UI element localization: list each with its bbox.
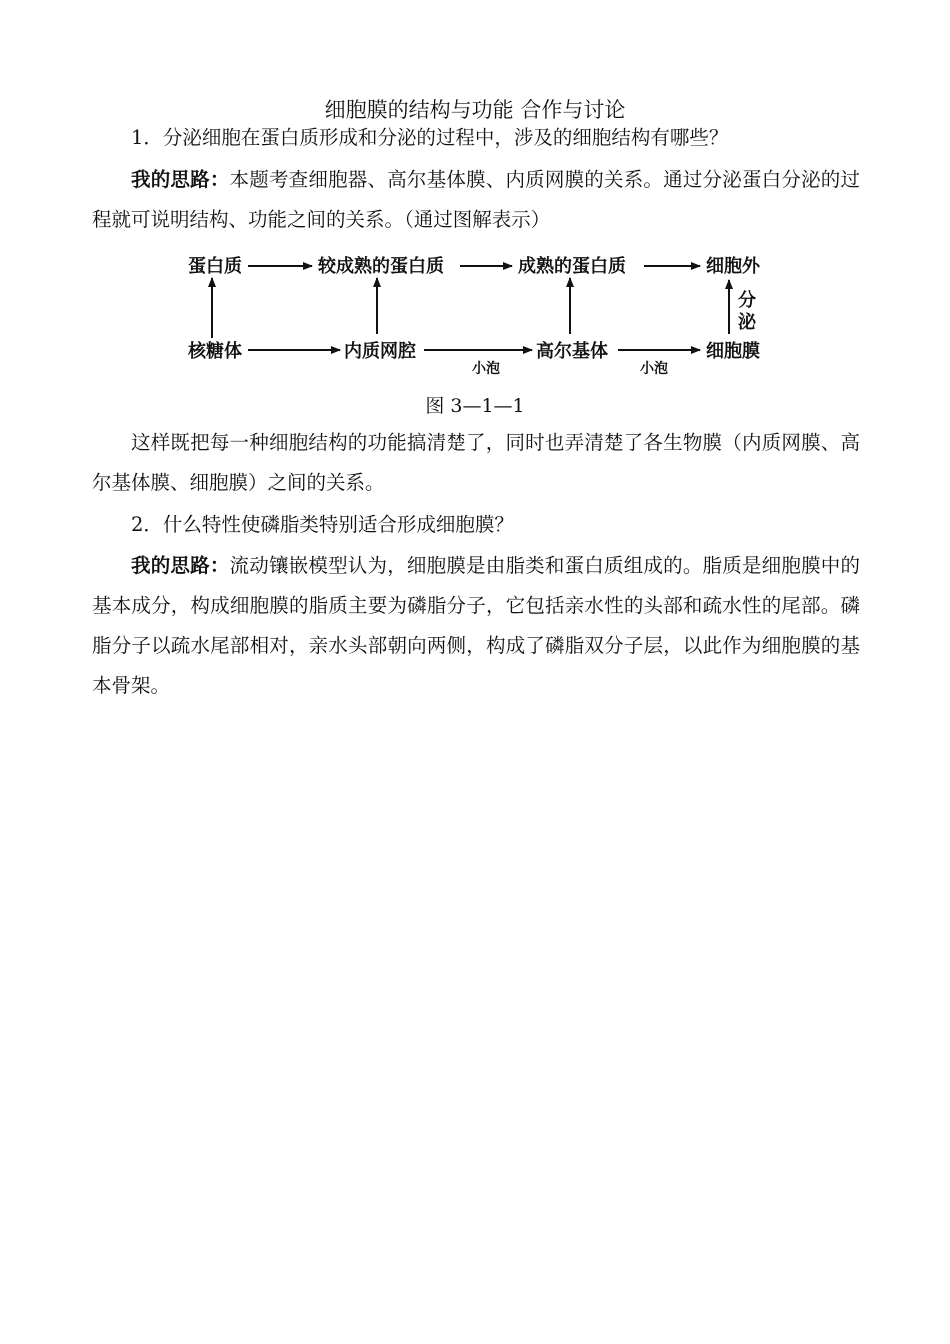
node-cell-membrane: 细胞膜 [706,341,760,362]
answer-2-text: 流动镶嵌模型认为，细胞膜是由脂类和蛋白质组成的。脂质是细胞膜中的基本成分，构成细胞膜的脂质主要为磷脂分子，它包括亲水性的头部和疏水性的尾部。磷脂分子以疏水尾部相对，亲水头部朝向两侧，构成了磷脂双分子层，以此作为细胞膜的基本骨架。 [92,554,860,697]
question-1: 1．分泌细胞在蛋白质形成和分泌的过程中，涉及的细胞结构有哪些？ [131,126,729,149]
node-er-lumen: 内质网腔 [344,341,416,362]
answer-1-text: 本题考查细胞器、高尔基体膜、内质网膜的关系。通过分泌蛋白分泌的过程就可说明结构、功能之间的关系。（通过图解表示） [92,168,860,231]
node-ribosome: 核糖体 [188,341,242,362]
node-maturer-protein: 较成熟的蛋白质 [318,256,444,277]
node-extracellular: 细胞外 [706,256,760,277]
summary-paragraph: 这样既把每一种细胞结构的功能搞清楚了，同时也弄清楚了各生物膜（内质网膜、高尔基体膜、细胞膜）之间的关系。 [92,431,860,494]
answer-2-lead: 我的思路： [131,554,230,577]
figure-caption: 图 3—1—1 [425,395,525,417]
answer-1-lead: 我的思路： [131,168,230,191]
node-protein: 蛋白质 [188,256,242,277]
node-golgi: 高尔基体 [536,341,608,362]
vesicle-label-2: 小泡 [640,361,668,377]
node-mature-protein: 成熟的蛋白质 [518,256,626,277]
secrete-label-2: 泌 [738,312,756,333]
secretion-pathway-diagram [0,0,950,400]
question-2: 2．什么特性使磷脂类特别适合形成细胞膜？ [131,513,514,536]
vesicle-label-1: 小泡 [472,361,500,377]
answer-2 [92,546,860,706]
document-title: 细胞膜的结构与功能 合作与讨论 [324,98,626,122]
secrete-label-1: 分 [738,290,756,311]
